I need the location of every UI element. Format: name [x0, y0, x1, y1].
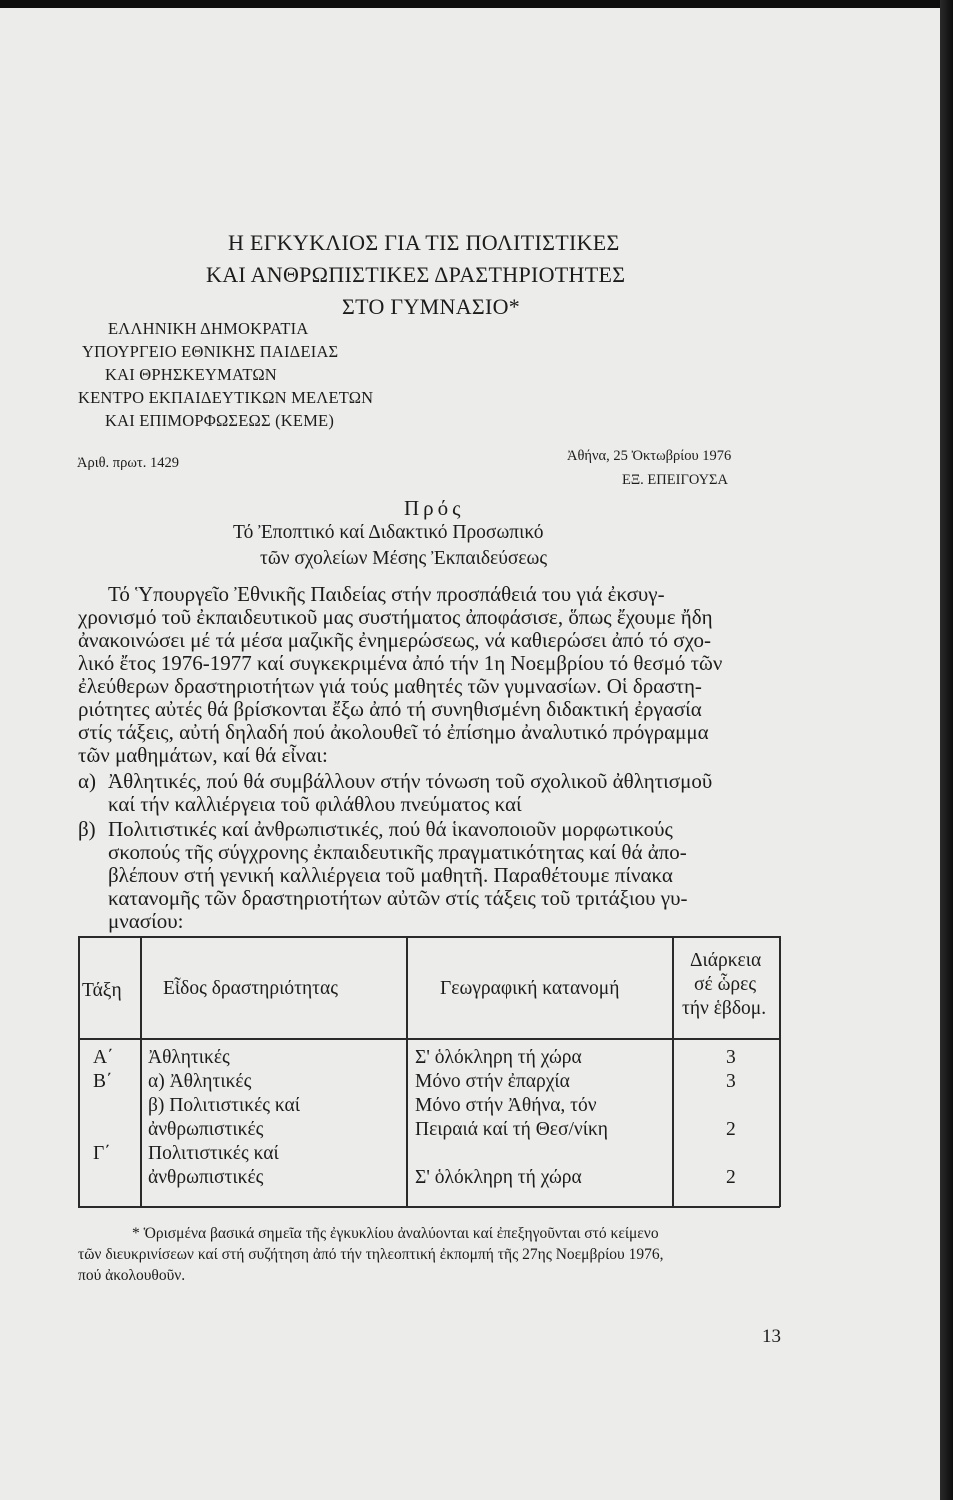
table-cell-activity: ἀνθρωπιστικές — [148, 1119, 264, 1140]
title-line-3: ΣΤΟ ΓΥΜΝΑΣΙΟ* — [342, 294, 521, 319]
sender-line-5: ΚΑΙ ΕΠΙΜΟΡΦΩΣΕΩΣ (ΚΕΜΕ) — [105, 411, 335, 430]
body-line: στίς τάξεις, αὐτή δηλαδή πού ἀκολουθεῖ τό ἐπίσημο ἀναλυτικό πρόγραμμα — [78, 720, 709, 744]
body-line: Τό Ὑπουργεῖο Ἐθνικῆς Παιδείας στήν προσπάθειά του γιά ἐκσυγ- — [108, 582, 665, 606]
sender-line-1: ΕΛΛΗΝΙΚΗ ΔΗΜΟΚΡΑΤΙΑ — [108, 319, 309, 338]
body-line: χρονισμό τοῦ ἐκπαιδευτικοῦ μας συστήματος ἀποφάσισε, ὅπως ἔχουμε ἤδη — [78, 605, 713, 629]
protocol-number: Ἀριθ. πρωτ. 1429 — [77, 455, 179, 471]
table-cell-region: Σ' ὁλόκληρη τή χώρα — [415, 1047, 582, 1068]
page-number: 13 — [762, 1326, 781, 1347]
list-item-line: σκοπούς τῆς σύγχρονης ἐκπαιδευτικῆς πραγματικότητας καί θά ἀπο- — [108, 840, 687, 864]
list-item-line: καί τήν καλλιέργεια τοῦ φιλάθλου πνεύματος καί — [108, 792, 522, 816]
body-line: ριότητες αὐτές θά βρίσκονται ἔξω ἀπό τή συνηθισμένη διδακτική ἐργασία — [78, 697, 702, 721]
table-cell-hours: 3 — [726, 1071, 736, 1092]
table-cell-grade: Β΄ — [93, 1071, 113, 1092]
list-item-line: βλέπουν στή γενική καλλιέργεια τοῦ μαθητῆ. Παραθέτουμε πίνακα — [108, 863, 673, 887]
table-cell-region: Πειραιά καί τή Θεσ/νίκη — [415, 1119, 608, 1140]
footnote-line: πού ἀκολουθοῦν. — [78, 1267, 186, 1284]
recipient-heading: Πρός — [404, 496, 465, 520]
table-cell-grade: Α΄ — [93, 1047, 114, 1068]
table-cell-activity: α) Ἀθλητικές — [148, 1071, 252, 1092]
table-header-duration-2: σέ ὧρες — [694, 974, 757, 995]
list-item-line: κατανομῆς τῶν δραστηριοτήτων αὐτῶν στίς τάξεις τοῦ τριτάξιου γυ- — [108, 886, 688, 910]
table-header-activity: Εἶδος δραστηριότητας — [163, 978, 338, 999]
table-cell-activity: Ἀθλητικές — [148, 1047, 230, 1068]
table-cell-grade: Γ΄ — [93, 1143, 111, 1164]
table-cell-region: Μόνο στήν ἐπαρχία — [415, 1071, 570, 1092]
urgency-label: ΕΞ. ΕΠΕΙΓΟΥΣΑ — [622, 472, 728, 488]
footnote-line: τῶν διευκρινίσεων καί στή συζήτηση ἀπό τήν τηλεοπτική ἐκπομπή τῆς 27ης Νοεμβρίου 1976, — [78, 1246, 664, 1263]
table-cell-activity: Πολιτιστικές καί — [148, 1143, 279, 1164]
table-header-region: Γεωγραφική κατανομή — [440, 978, 620, 999]
table-header-duration-3: τήν ἑβδομ. — [682, 998, 767, 1019]
table-header-duration: Διάρκεια — [690, 950, 762, 971]
table-cell-activity: β) Πολιτιστικές καί — [148, 1095, 300, 1116]
letter-date: Ἀθήνα, 25 Ὀκτωβρίου 1976 — [567, 448, 732, 464]
list-item-line: Πολιτιστικές καί ἀνθρωπιστικές, πού θά ἱκανοποιοῦν μορφωτικούς — [108, 817, 673, 841]
footnote-line: * Ὁρισμένα βασικά σημεῖα τῆς ἐγκυκλίου ἀναλύονται καί ἐπεξηγοῦνται στό κείμενο — [132, 1225, 659, 1242]
list-item-line: μνασίου: — [108, 909, 184, 933]
recipient-line-2: τῶν σχολείων Μέσης Ἐκπαιδεύσεως — [260, 548, 548, 569]
body-line: τῶν μαθημάτων, καί θά εἶναι: — [78, 743, 328, 767]
title-line-2: ΚΑΙ ΑΝΘΡΩΠΙΣΤΙΚΕΣ ΔΡΑΣΤΗΡΙΟΤΗΤΕΣ — [206, 262, 626, 287]
list-marker-b: β) — [78, 817, 96, 841]
table-cell-activity: ἀνθρωπιστικές — [148, 1167, 264, 1188]
table-cell-hours: 2 — [726, 1167, 736, 1188]
table-cell-hours: 2 — [726, 1119, 736, 1140]
body-line: λικό ἔτος 1976-1977 καί συγκεκριμένα ἀπό τήν 1η Νοεμβρίου τό θεσμό τῶν — [78, 651, 723, 675]
recipient-line-1: Τό Ἐποπτικό καί Διδακτικό Προσωπικό — [233, 522, 544, 543]
list-marker-a: α) — [78, 769, 96, 793]
document-page — [0, 8, 940, 1500]
list-item-line: Ἀθλητικές, πού θά συμβάλλουν στήν τόνωση τοῦ σχολικοῦ ἀθλητισμοῦ — [108, 769, 713, 793]
sender-line-2: ΥΠΟΥΡΓΕΙΟ ΕΘΝΙΚΗΣ ΠΑΙΔΕΙΑΣ — [82, 342, 339, 361]
page-edge-shadow — [940, 0, 953, 1500]
table-header-grade: Τάξη — [82, 980, 122, 1001]
table-cell-region: Μόνο στήν Ἀθήνα, τόν — [415, 1095, 597, 1116]
body-line: ἀνακοινώσει μέ τά μέσα μαζικῆς ἐνημερώσεως, νά καθιερώσει ἀπό τό σχο- — [78, 628, 711, 652]
sender-line-4: ΚΕΝΤΡΟ ΕΚΠΑΙΔΕΥΤΙΚΩΝ ΜΕΛΕΤΩΝ — [78, 388, 374, 407]
sender-line-3: ΚΑΙ ΘΡΗΣΚΕΥΜΑΤΩΝ — [105, 365, 277, 384]
table-cell-hours: 3 — [726, 1047, 736, 1068]
table-cell-region: Σ' ὁλόκληρη τή χώρα — [415, 1167, 582, 1188]
title-line-1: Η ΕΓΚΥΚΛΙΟΣ ΓΙΑ ΤΙΣ ΠΟΛΙΤΙΣΤΙΚΕΣ — [228, 230, 620, 255]
body-line: ἐλεύθερων δραστηριοτήτων γιά τούς μαθητές τῶν γυμνασίων. Οἱ δραστη- — [78, 674, 702, 698]
